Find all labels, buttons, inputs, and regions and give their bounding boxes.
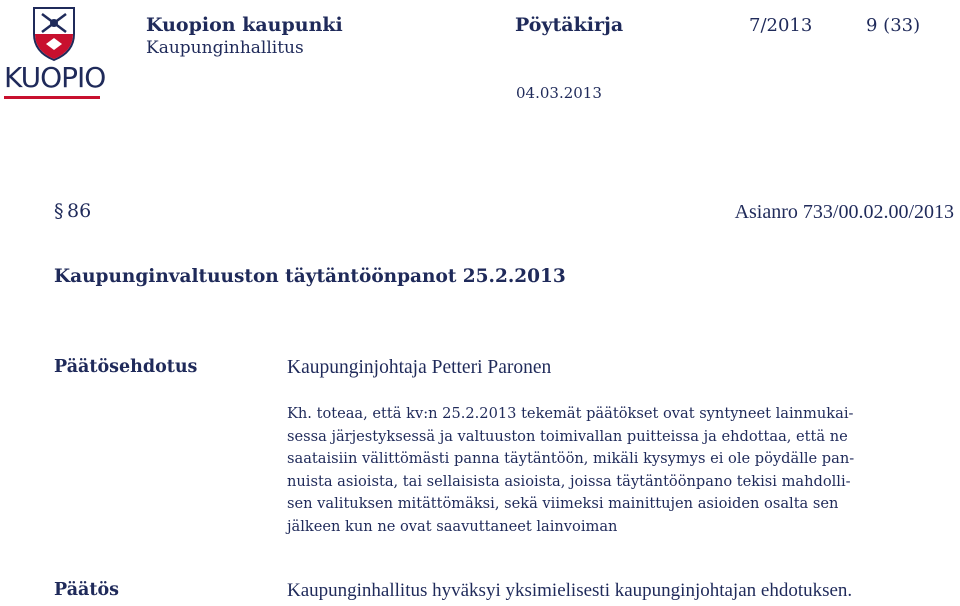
doc-date: 04.03.2013 xyxy=(516,84,602,102)
proposal-presenter: Kaupunginjohtaja Petteri Paronen xyxy=(287,357,552,378)
proposal-line: sen valituksen mitättömäksi, sekä viimeksi mainittujen asioiden osalta sen xyxy=(287,495,839,513)
org-body: Kaupunginhallitus xyxy=(146,38,304,58)
decision-text: Kaupunginhallitus hyväksyi yksimielisesti kaupunginjohtajan ehdotuksen. xyxy=(287,580,853,601)
logo-wordmark: KUOPIO xyxy=(4,61,106,94)
page-number: 9 (33) xyxy=(866,15,921,36)
proposal-label: Päätösehdotus xyxy=(54,357,198,377)
page-title: Kaupunginvaltuuston täytäntöönpanot 25.2.2013 xyxy=(54,266,566,287)
doc-type: Pöytäkirja xyxy=(515,14,624,36)
kuopio-coat-of-arms-icon xyxy=(4,4,104,64)
proposal-line: nuista asioista, tai sellaisista asioista, joissa täytäntöönpano tekisi mahdolli- xyxy=(287,472,851,490)
doc-number: 7/2013 xyxy=(749,15,813,36)
decision-label: Päätös xyxy=(54,580,119,600)
case-number: Asianro 733/00.02.00/2013 xyxy=(734,201,954,223)
proposal-body xyxy=(287,403,854,539)
section-symbol: § xyxy=(54,200,64,222)
proposal-line: saataisiin välittömästi panna täytäntöön, mikäli kysymys ei ole pöydälle pan- xyxy=(287,450,855,468)
section-number: 86 xyxy=(67,200,92,222)
proposal-line: Kh. toteaa, että kv:n 25.2.2013 tekemät päätökset ovat syntyneet lainmukai- xyxy=(287,405,854,422)
org-name: Kuopion kaupunki xyxy=(146,14,343,36)
logo-underline xyxy=(4,96,100,99)
kuopio-logo xyxy=(4,4,104,100)
proposal-line: sessa järjestyksessä ja valtuuston toimivallan puitteissa ja ehdottaa, että ne xyxy=(287,427,848,445)
proposal-line: jälkeen kun ne ovat saavuttaneet lainvoiman xyxy=(287,517,618,535)
